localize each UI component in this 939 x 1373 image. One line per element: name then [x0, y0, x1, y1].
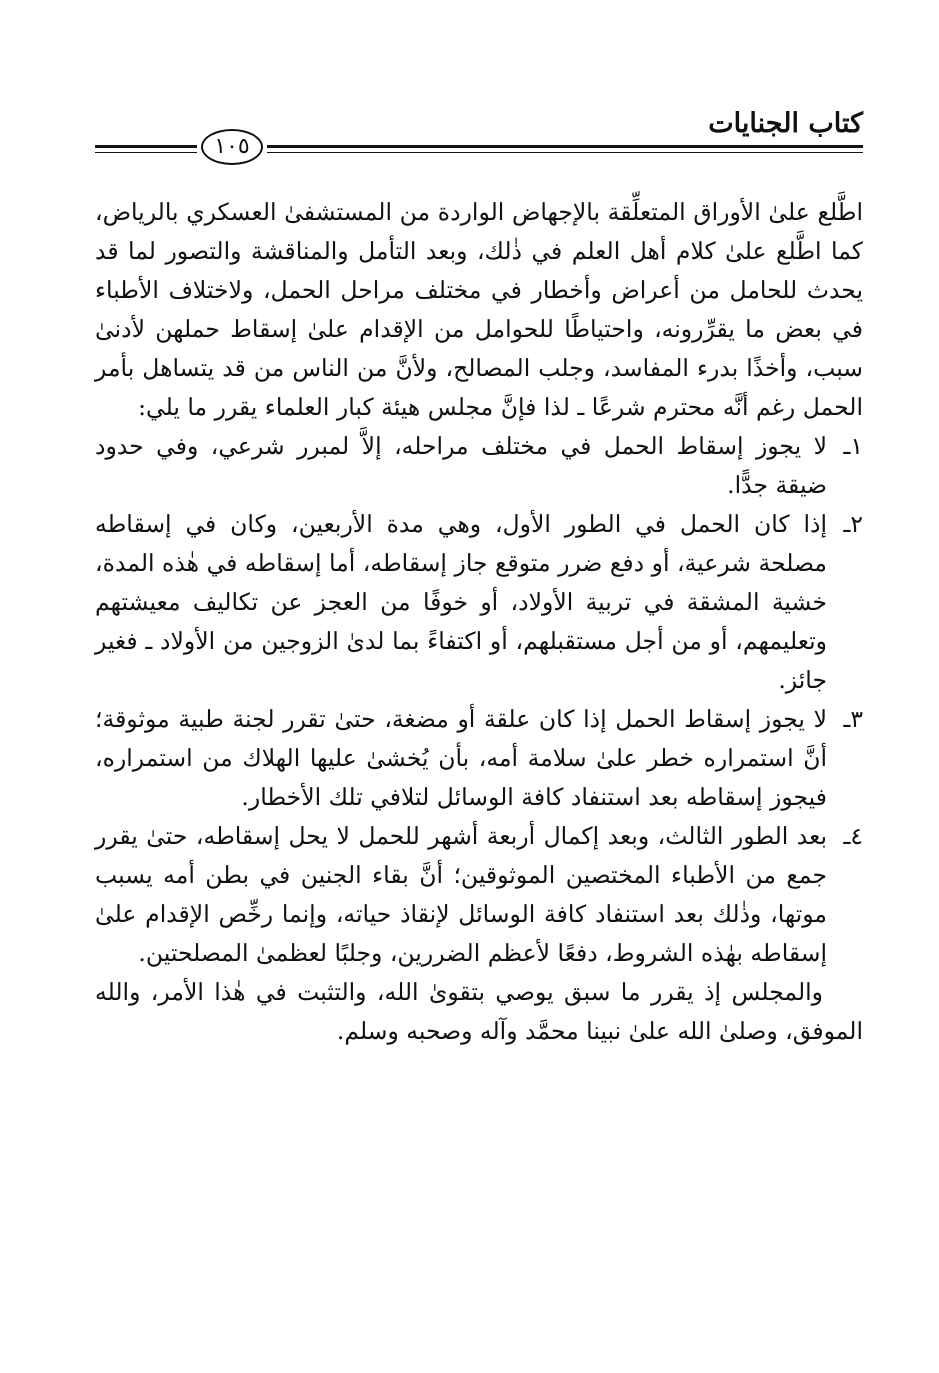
list-item-text: لا يجوز إسقاط الحمل في مختلف مراحله، إلاَّ لمبرر شرعي، وفي حدود ضيقة جدًّا. — [95, 432, 827, 499]
intro-paragraph: اطَّلع علىٰ الأوراق المتعلِّقة بالإجهاض الواردة من المستشفىٰ العسكري بالرياض، كما اطَّلع علىٰ كلام أهل العلم في ذٰلك، وبعد التأمل والمناقشة والتصور لما قد يحدث للحامل من أعراض وأخطار في مختلف مراحل الحمل، ولاختلاف الأطباء في بعض ما يقرِّرونه، واحتياطًا للحوامل من الإقدام علىٰ إسقاط حملهن لأدنىٰ سبب، وأخذًا بدرء المفاسد، وجلب المصالح، ولأنَّ من الناس من قد يتساهل بأمر الحمل رغم أنَّه محترم شرعًا ـ لذا فإنَّ مجلس هيئة كبار العلماء يقرر ما يلي: — [95, 198, 863, 421]
header-rule-left — [95, 145, 197, 153]
list-item-1 — [95, 427, 863, 505]
list-item-number: ١ـ — [843, 432, 863, 460]
page-body — [95, 193, 863, 1051]
list-item-4 — [95, 817, 863, 973]
page-number: ١٠٥ — [201, 129, 263, 165]
list-item-number: ٣ـ — [843, 705, 863, 733]
list-item-text: لا يجوز إسقاط الحمل إذا كان علقة أو مضغة، حتىٰ تقرر لجنة طبية موثوقة؛ أنَّ استمراره خطر علىٰ سلامة أمه، بأن يُخشىٰ عليها الهلاك من استمراره، فيجوز إسقاطه بعد استنفاد كافة الوسائل لتلافي تلك الأخطار. — [95, 705, 827, 811]
list-item-text: بعد الطور الثالث، وبعد إكمال أربعة أشهر للحمل لا يحل إسقاطه، حتىٰ يقرر جمع من الأطباء المختصين الموثوقين؛ أنَّ بقاء الجنين في بطن أمه يسبب موتها، وذٰلك بعد استنفاد كافة الوسائل لإنقاذ حياته، وإنما رخِّص الإقدام علىٰ إسقاطه بهٰذه الشروط، دفعًا لأعظم الضررين، وجلبًا لعظمىٰ المصلحتين. — [95, 822, 827, 967]
list-item-2 — [95, 505, 863, 700]
book-title: كتاب الجنايات — [708, 108, 863, 139]
closing-paragraph: والمجلس إذ يقرر ما سبق يوصي بتقوىٰ الله، والتثبت في هٰذا الأمر، والله الموفق، وصلىٰ الله علىٰ نبينا محمَّد وآله وصحبه وسلم. — [95, 978, 863, 1045]
list-item-number: ٢ـ — [843, 510, 863, 538]
list-item-3 — [95, 700, 863, 817]
list-item-text: إذا كان الحمل في الطور الأول، وهي مدة الأربعين، وكان في إسقاطه مصلحة شرعية، أو دفع ضرر متوقع جاز إسقاطه، أما إسقاطه في هٰذه المدة، خشية المشقة في تربية الأولاد، أو خوفًا من العجز عن تكاليف معيشتهم وتعليمهم، أو من أجل مستقبلهم، أو اكتفاءً بما لدىٰ الزوجين من الأولاد ـ فغير جائز. — [95, 510, 827, 694]
header-rule-right — [267, 145, 863, 153]
page-header — [95, 100, 863, 170]
list-item-number: ٤ـ — [843, 822, 863, 850]
